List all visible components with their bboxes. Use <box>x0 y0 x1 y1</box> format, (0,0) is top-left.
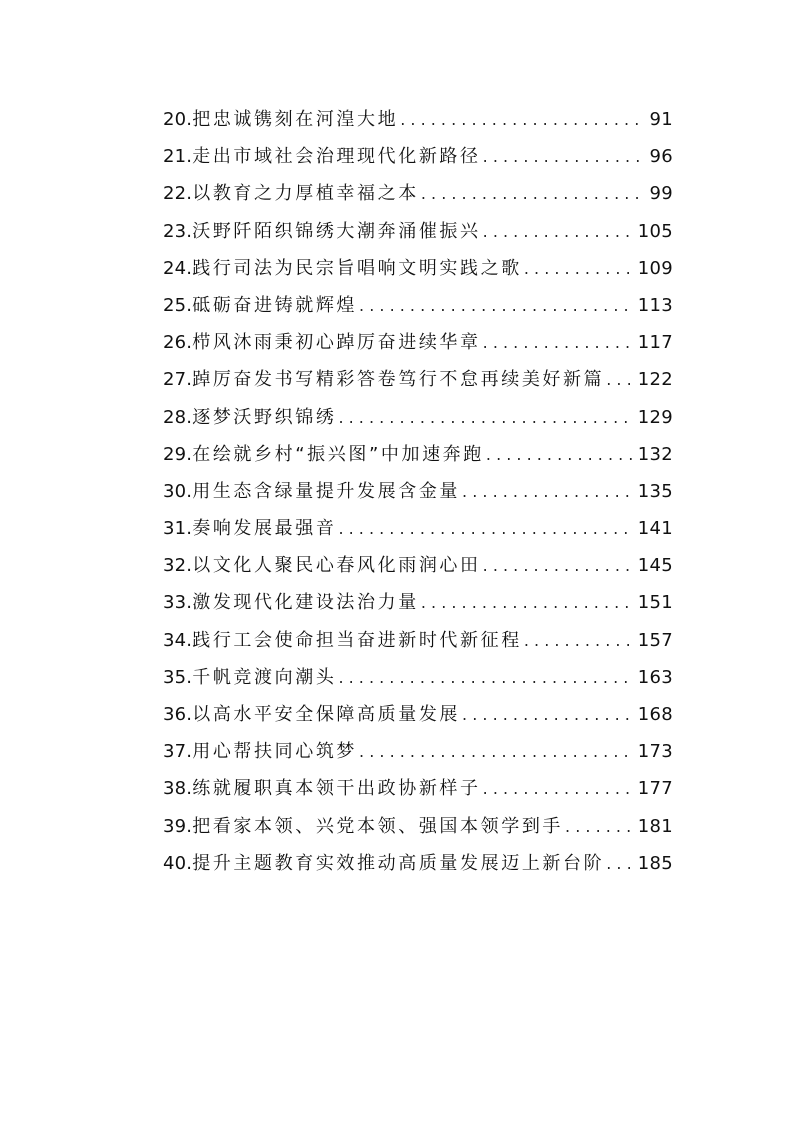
toc-dot-leader <box>421 178 640 210</box>
toc-dot-leader <box>462 699 635 731</box>
toc-dot-leader <box>524 253 635 285</box>
toc-dot-leader <box>359 290 635 322</box>
toc-entry-number: 28. <box>163 406 193 428</box>
toc-entry-number: 37. <box>163 741 193 763</box>
table-of-contents <box>163 104 673 885</box>
toc-entry-number: 29. <box>163 443 193 465</box>
toc-entry-number: 27. <box>163 369 193 391</box>
toc-entry-page: 163 <box>637 666 673 688</box>
toc-entry-page: 91 <box>649 109 673 130</box>
toc-dot-leader <box>524 625 635 657</box>
toc-entry-title: 走出市域社会治理现代化新路径 <box>192 146 481 168</box>
toc-entry[interactable] <box>163 141 673 178</box>
toc-entry-number: 22. <box>163 183 193 205</box>
toc-entry-number: 21. <box>163 146 193 168</box>
toc-dot-leader <box>486 439 635 471</box>
toc-entry[interactable] <box>163 364 673 401</box>
toc-dot-leader <box>483 141 640 173</box>
toc-dot-leader <box>483 216 635 248</box>
toc-entry-title: 千帆竞渡向潮头 <box>192 666 337 688</box>
toc-entry-number: 33. <box>163 592 193 614</box>
toc-entry-number: 30. <box>163 480 193 502</box>
toc-entry-title: 以教育之力厚植幸福之本 <box>192 183 419 205</box>
toc-entry-number: 20. <box>163 109 193 130</box>
toc-entry-title: 践行司法为民宗旨唱响文明实践之歌 <box>192 257 522 279</box>
toc-entry[interactable] <box>163 513 673 550</box>
toc-entry[interactable] <box>163 327 673 364</box>
toc-entry-number: 35. <box>163 666 193 688</box>
toc-entry-number: 38. <box>163 778 193 800</box>
toc-entry-number: 26. <box>163 332 193 354</box>
toc-entry-number: 25. <box>163 294 193 316</box>
toc-entry[interactable] <box>163 699 673 736</box>
toc-entry-page: 109 <box>637 257 673 279</box>
toc-dot-leader <box>462 476 635 508</box>
toc-entry-title: 奏响发展最强音 <box>192 518 337 540</box>
toc-entry-title: 提升主题教育实效推动高质量发展迈上新台阶 <box>192 852 605 874</box>
toc-entry-title: 把忠诚镌刻在河湟大地 <box>192 109 399 130</box>
toc-entry-title: 练就履职真本领干出政协新样子 <box>192 778 481 800</box>
toc-entry-number: 39. <box>163 815 193 837</box>
toc-entry-number: 24. <box>163 257 193 279</box>
toc-entry-number: 40. <box>163 852 193 874</box>
toc-entry-number: 36. <box>163 704 193 725</box>
toc-entry-page: 99 <box>649 183 673 205</box>
toc-entry[interactable] <box>163 662 673 699</box>
toc-dot-leader <box>359 736 635 768</box>
toc-dot-leader <box>400 104 640 136</box>
toc-entry-title: 以高水平安全保障高质量发展 <box>192 704 461 725</box>
toc-entry-title: 在绘就乡村“振兴图”中加速奔跑 <box>192 443 484 465</box>
toc-entry-page: 168 <box>637 704 673 725</box>
toc-entry-title: 沃野阡陌织锦绣大潮奔涌催振兴 <box>192 220 481 242</box>
toc-entry[interactable] <box>163 104 673 141</box>
toc-dot-leader <box>606 848 635 880</box>
toc-entry-title: 践行工会使命担当奋进新时代新征程 <box>192 629 522 651</box>
toc-entry[interactable] <box>163 439 673 476</box>
toc-entry[interactable] <box>163 811 673 848</box>
toc-entry[interactable] <box>163 290 673 327</box>
toc-entry-number: 23. <box>163 220 193 242</box>
toc-entry[interactable] <box>163 773 673 810</box>
toc-entry-page: 113 <box>637 294 673 316</box>
toc-entry-number: 32. <box>163 555 193 577</box>
toc-entry-number: 34. <box>163 629 193 651</box>
toc-entry-page: 129 <box>637 406 673 428</box>
toc-dot-leader <box>483 773 635 805</box>
toc-entry-page: 145 <box>637 555 673 577</box>
toc-entry-title: 逐梦沃野织锦绣 <box>192 406 337 428</box>
toc-entry-title: 激发现代化建设法治力量 <box>192 592 419 614</box>
toc-entry-title: 栉风沐雨秉初心踔厉奋进续华章 <box>192 332 481 354</box>
toc-entry[interactable] <box>163 736 673 773</box>
toc-entry-title: 踔厉奋发书写精彩答卷笃行不怠再续美好新篇 <box>192 369 605 391</box>
toc-entry-page: 96 <box>649 146 673 168</box>
toc-entry-page: 122 <box>637 369 673 391</box>
toc-entry[interactable] <box>163 848 673 885</box>
toc-entry-page: 181 <box>637 815 673 837</box>
toc-entry[interactable] <box>163 402 673 439</box>
toc-dot-leader <box>483 550 635 582</box>
toc-entry-number: 31. <box>163 518 193 540</box>
toc-dot-leader <box>606 364 635 396</box>
toc-dot-leader <box>483 327 635 359</box>
toc-entry-page: 173 <box>637 741 673 763</box>
toc-entry-page: 151 <box>637 592 673 614</box>
toc-entry-page: 135 <box>637 480 673 502</box>
toc-dot-leader <box>338 402 634 434</box>
toc-entry[interactable] <box>163 216 673 253</box>
toc-entry-title: 以文化人聚民心春风化雨润心田 <box>192 555 481 577</box>
toc-dot-leader <box>338 662 634 694</box>
toc-entry[interactable] <box>163 253 673 290</box>
toc-entry-page: 105 <box>637 220 673 242</box>
toc-entry-page: 177 <box>637 778 673 800</box>
toc-entry[interactable] <box>163 178 673 215</box>
toc-entry-page: 132 <box>637 443 673 465</box>
toc-entry-title: 砥砺奋进铸就辉煌 <box>192 294 358 316</box>
toc-entry-page: 157 <box>637 629 673 651</box>
toc-dot-leader <box>565 811 635 843</box>
toc-dot-leader <box>338 513 634 545</box>
toc-entry[interactable] <box>163 476 673 513</box>
toc-entry-page: 141 <box>637 518 673 540</box>
toc-entry[interactable] <box>163 587 673 624</box>
toc-dot-leader <box>421 587 635 619</box>
toc-entry[interactable] <box>163 550 673 587</box>
toc-entry-page: 117 <box>637 332 673 354</box>
toc-entry-title: 用生态含绿量提升发展含金量 <box>192 480 461 502</box>
toc-entry-title: 用心帮扶同心筑梦 <box>192 741 358 763</box>
toc-entry-title: 把看家本领、兴党本领、强国本领学到手 <box>192 815 564 837</box>
toc-entry[interactable] <box>163 625 673 662</box>
toc-entry-page: 185 <box>637 852 673 874</box>
